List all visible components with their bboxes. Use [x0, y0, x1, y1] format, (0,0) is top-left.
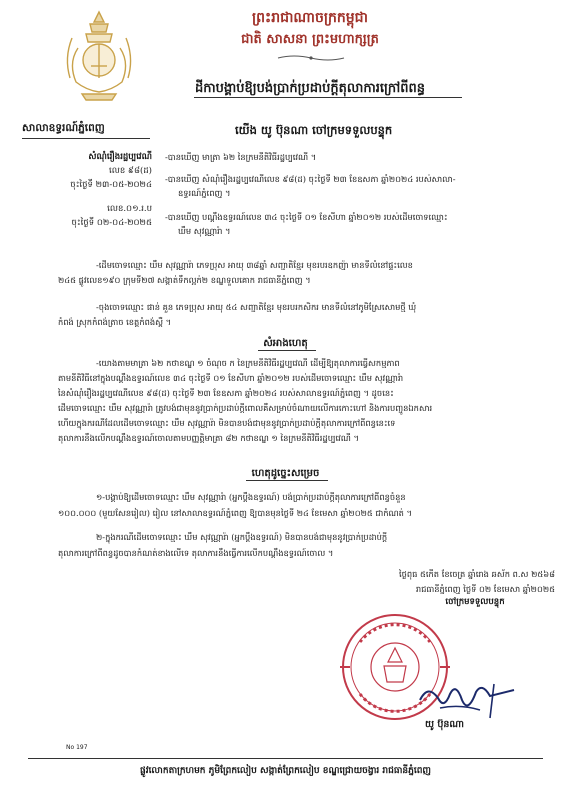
reason-line: -យោងតាមមាត្រា ៦២ កថាខណ្ឌ ១ ចំណុច ក នៃក្រមនីតិវិធីរដ្ឋប្បវេណី ដើម្បីឱ្យតុលាការធ្វើសកម្មភាព [96, 358, 400, 368]
title-underline [194, 97, 462, 98]
royal-emblem [60, 8, 138, 103]
consideration-line: ឃឹម សុវណ្ណារ៉ា ។ [178, 226, 231, 236]
reason-line: ដើមចោទឈ្មោះ ឃឹម សុវណ្ណារ៉ា ត្រូវបង់ជាមុននូវប្រាក់ប្រដាប់ក្តីពោលគឺសម្រាប់ចំណាយលើការកោះហៅ និងការបញ្ជូនឯកសារ [58, 403, 433, 413]
lunar-date: ថ្ងៃពុធ ៥កើត ខែចេត្រ ឆ្នាំរោង ឆស័ក ព.ស ២៥៦៨ [398, 569, 555, 579]
footer-address: ផ្លូវលោកតាក្រហមក ភូមិព្រែកលៀប សង្កាត់ព្រែកលៀប ខណ្ឌជ្រោយចង្វារ រាជធានីភ្នំពេញ [140, 766, 431, 776]
solar-date: រាជធានីភ្នំពេញ ថ្ងៃទី ០២ ខែមេសា ឆ្នាំ២០២៥ [415, 584, 555, 594]
decision-line: ១០០.០០០ (មួយសែនរៀល) រៀល នៅសាលាឧទ្ធរណ៍ភ្នំពេញ ឱ្យបានមុនថ្ងៃទី ២៤ ខែមេសា ឆ្នាំ២០២៥ ជាកំណត់ ។ [58, 508, 413, 518]
decision-line: ១-បង្គាប់ឱ្យដើមចោទឈ្មោះ ឃឹម សុវណ្ណារ៉ា (អ្នកប្តឹងឧទ្ធរណ៍) បង់ប្រាក់ប្រដាប់ក្តីតុលាការក្រៅពីពន្ធចំនួន [96, 492, 406, 502]
case-number: លេខ ៩៨(ដ) [109, 166, 152, 176]
signature-title: ចៅក្រមទទួលបន្ទុក [445, 597, 505, 607]
decision-heading: ហេតុដូច្នេះសម្រេច [251, 468, 320, 479]
motto-ornament [276, 54, 346, 62]
case-label: សំណុំរឿងរដ្ឋប្បវេណី [88, 152, 152, 162]
decision-line: ២-ក្នុងករណីដើមចោទឈ្មោះ ឃឹម សុវណ្ណារ៉ា (អ្នកប្តឹងឧទ្ធរណ៍) មិនបានបង់ជាមុននូវប្រាក់ប្រដាប់ក្តី [96, 532, 388, 542]
court-name: សាលាឧទ្ធរណ៍ភ្នំពេញ [22, 122, 105, 134]
defendant-line: -ចុងចោទឈ្មោះ ផាន់ គួន ភេទប្រុស អាយុ ៥៤ សញ្ជាតិខ្មែរ មុខរបរកសិករ មានទីលំនៅភូមិស្រែសោមថ្មី ឃុំ [96, 302, 417, 312]
handwritten-signature [410, 678, 520, 720]
plaintiff-line: ២៤៥ ផ្លូវលេខ១៩០ ក្រុមទី២៧ សង្កាត់ទឹកល្អក់២ ខណ្ឌទួលគោក រាជធានីភ្នំពេញ ។ [58, 275, 311, 285]
plaintiff-line: -ដើមចោទឈ្មោះ ឃឹម សុវណ្ណារ៉ា ភេទប្រុស អាយុ ៣៨ឆ្នាំ សញ្ជាតិខ្មែរ មុខរបរឧកញ៉ា មានទីលំនៅផ្ទះលេខ [96, 260, 413, 270]
order-date: ចុះថ្ងៃទី ០២-០៤-២០២៥ [71, 218, 152, 228]
consideration-line: ឧទ្ធរណ៍ភ្នំពេញ ។ [178, 188, 231, 198]
case-date: ចុះថ្ងៃទី ២៣-០៥-២០២៤ [70, 180, 152, 190]
serial-number: No 197 [66, 744, 88, 751]
decision-underline [246, 480, 328, 481]
reason-line: ហើយក្នុងករណីដែលដើមចោទឈ្មោះ ឃឹម សុវណ្ណារ៉ា មិនបានបង់ជាមុននូវប្រាក់ប្រដាប់ក្តីតុលាការក្រៅពីពន្ធនេះទេ [58, 418, 396, 428]
decision-line: តុលាការក្រៅពីពន្ធដូចបានកំណត់ខាងលើទេ តុលាការនឹងធ្វើការលើកបណ្តឹងឧទ្ធរណ៍ចោល ។ [58, 548, 334, 558]
kingdom-heading: ព្រះរាជាណាចក្រកម្ពុជា [251, 10, 368, 26]
reason-line: តុលាការនឹងលើកបណ្តឹងឧទ្ធរណ៍ចោលតាមបញ្ញត្តិមាត្រា ៨២ កថាខណ្ឌ ១ នៃក្រមនីតិវិធីរដ្ឋប្បវេណី ។ [58, 433, 359, 443]
defendant-line: កំពង់ ស្រុកកំពង់ត្រាច ខេត្តកំពង់ស្ពឺ ។ [58, 317, 172, 327]
signer-name: យូ ប៊ុនណា [425, 719, 465, 730]
court-underline [22, 138, 150, 139]
consideration-line: -បានឃើញ សំណុំរឿងរដ្ឋប្បវេណីលេខ ៩៨(ដ) ចុះថ្ងៃទី ២៣ ខែឧសភា ឆ្នាំ២០២៤ របស់សាលា- [165, 174, 456, 184]
reasons-heading: សំអាងហេតុ [263, 338, 308, 349]
order-number: លេខ.០១.រ.ប [107, 204, 152, 214]
reason-line: តាមនីតិវិធីនៅក្នុងបណ្តឹងឧទ្ធរណ៍លេខ ៣៤ ចុះថ្ងៃទី ០១ ខែសីហា ឆ្នាំ២០១២ របស់ដើមចោទឈ្មោះ ឃឹម សុវណ្ណារ៉ា [58, 373, 404, 383]
national-motto: ជាតិ សាសនា ព្រះមហាក្សត្រ [241, 32, 379, 47]
consideration-line: -បានឃើញ បណ្តឹងឧទ្ធរណ៍លេខ ៣៤ ចុះថ្ងៃទី ០១ ខែសីហា ឆ្នាំ២០១២ របស់ដើមចោទឈ្មោះ [165, 212, 448, 222]
footer-divider [28, 758, 543, 759]
reason-line: នៃសំណុំរឿងរដ្ឋប្បវេណីលេខ ៩៨(ដ) ចុះថ្ងៃទី ២៣ ខែឧសភា ឆ្នាំ២០២៤ របស់សាលាឧទ្ធរណ៍ភ្នំពេញ ។ ដូចនេះ [58, 388, 394, 398]
document-title: ដីកាបង្គាប់ឱ្យបង់ប្រាក់ប្រដាប់ក្តីតុលាការក្រៅពីពន្ធ [195, 81, 426, 96]
judge-line: យើង យូ ប៊ុនណា ចៅក្រមទទួលបន្ទុក [235, 123, 393, 137]
consideration-line: -បានឃើញ មាត្រា ៦២ នៃក្រមនីតិវិធីរដ្ឋប្បវេណី ។ [165, 152, 317, 162]
reasons-underline [258, 350, 316, 351]
